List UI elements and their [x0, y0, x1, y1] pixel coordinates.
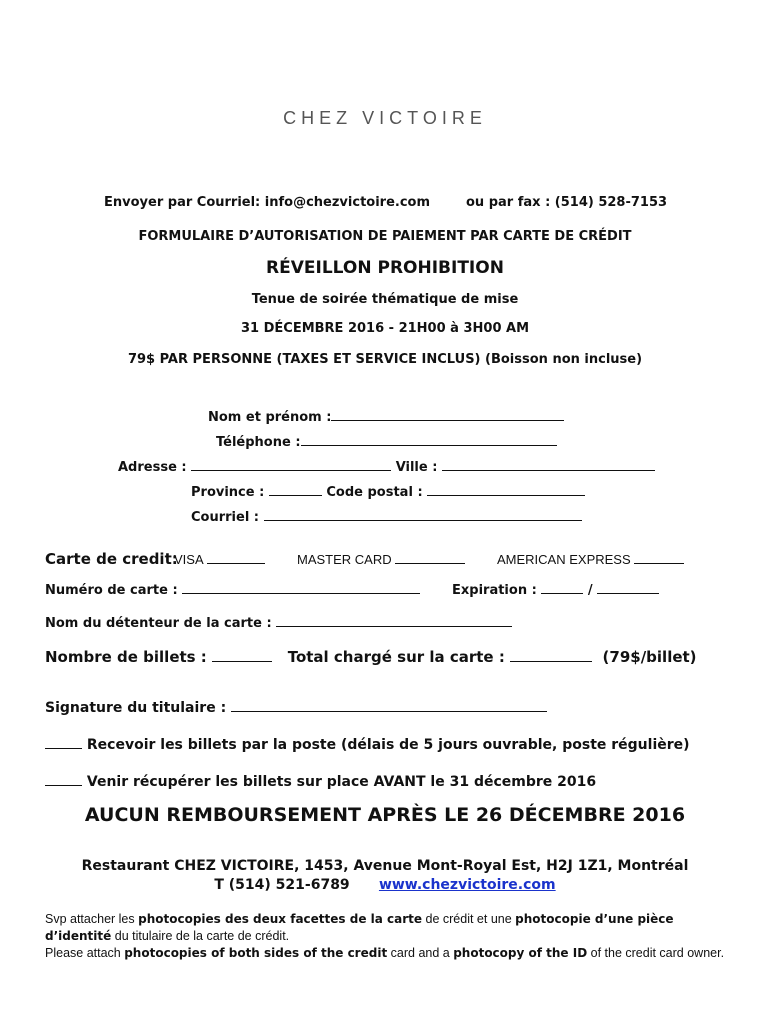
mail-option-label: Recevoir les billets par la poste (délais de 5 jours ouvrable, poste régulière) — [86, 737, 690, 753]
email-contact: Envoyer par Courriel: info@chezvictoire.com — [104, 195, 431, 210]
event-date: 31 DÉCEMBRE 2016 - 21H00 à 3H00 AM — [240, 321, 530, 336]
tickets-row — [45, 647, 697, 666]
restaurant-address: Restaurant CHEZ VICTOIRE, 1453, Avenue Mont-Royal Est, H2J 1Z1, Montréal — [81, 858, 689, 874]
card-type-row — [45, 549, 178, 568]
amex-label: AMERICAN EXPRESS — [497, 552, 631, 567]
website-link[interactable]: www.chezvictoire.com — [378, 877, 556, 893]
pickup-option-label: Venir récupérer les billets sur place AVANT le 31 décembre 2016 — [86, 774, 597, 790]
visa-option[interactable] — [174, 551, 265, 567]
no-refund-notice: AUCUN REMBOURSEMENT APRÈS LE 26 DÉCEMBRE 2016 — [84, 804, 686, 826]
phone-field[interactable] — [216, 433, 557, 450]
event-name: RÉVEILLON PROHIBITION — [266, 258, 504, 278]
address-label: Adresse : — [118, 460, 187, 475]
name-label: Nom et prénom : — [208, 410, 332, 425]
mastercard-option[interactable] — [297, 551, 465, 567]
signature-label: Signature du titulaire : — [45, 700, 227, 716]
unit-price: (79$/billet) — [602, 648, 697, 666]
email-label: Courriel : — [191, 510, 260, 525]
mastercard-label: MASTER CARD — [297, 552, 392, 567]
mail-checkbox-line[interactable] — [45, 734, 82, 749]
card-number-field[interactable] — [45, 581, 420, 598]
event-price: 79$ PAR PERSONNE (TAXES ET SERVICE INCLUS) (Boisson non incluse) — [127, 352, 643, 367]
expiration-label: Expiration : — [452, 583, 537, 598]
province-label: Province : — [191, 485, 265, 500]
tickets-label: Nombre de billets : — [45, 648, 207, 666]
form-title: FORMULAIRE D’AUTORISATION DE PAIEMENT PAR CARTE DE CRÉDIT — [138, 229, 632, 244]
mail-option[interactable] — [45, 734, 690, 753]
signature-field[interactable] — [45, 697, 547, 716]
logo: CHEZ VICTOIRE — [283, 108, 487, 128]
event-dress-code: Tenue de soirée thématique de mise — [251, 292, 519, 307]
tickets-input[interactable] — [212, 647, 272, 662]
expiration-field[interactable] — [452, 581, 659, 598]
restaurant-contact — [0, 877, 770, 893]
visa-label: VISA — [174, 552, 203, 567]
card-holder-label: Nom du détenteur de la carte : — [45, 616, 272, 631]
instructions-fr: Svp attacher les photocopies des deux facettes de la carte de crédit et une photocopie d’une pièce d’identité du titulaire de la carte de crédit. — [45, 912, 674, 943]
pickup-option[interactable] — [45, 771, 596, 790]
address-field[interactable] — [118, 458, 655, 475]
name-field[interactable] — [208, 408, 564, 425]
restaurant-phone: T (514) 521-6789 — [214, 877, 350, 893]
city-label: Ville : — [395, 460, 438, 475]
fax-contact: ou par fax : (514) 528-7153 — [466, 195, 668, 210]
pickup-checkbox-line[interactable] — [45, 771, 82, 786]
total-label: Total chargé sur la carte : — [287, 648, 505, 666]
email-field[interactable] — [191, 508, 582, 525]
amex-option[interactable] — [497, 551, 684, 567]
province-field[interactable] — [191, 483, 585, 500]
card-holder-field[interactable] — [45, 614, 512, 631]
card-type-label: Carte de credit: — [45, 550, 178, 568]
phone-label: Téléphone : — [216, 435, 301, 450]
postal-code-label: Code postal : — [326, 485, 423, 500]
card-number-label: Numéro de carte : — [45, 583, 178, 598]
expiration-separator: / — [587, 583, 593, 598]
instructions-en: Please attach photocopies of both sides of the credit card and a photocopy of the ID of the credit card owner. — [45, 946, 725, 960]
total-input[interactable] — [510, 647, 592, 662]
